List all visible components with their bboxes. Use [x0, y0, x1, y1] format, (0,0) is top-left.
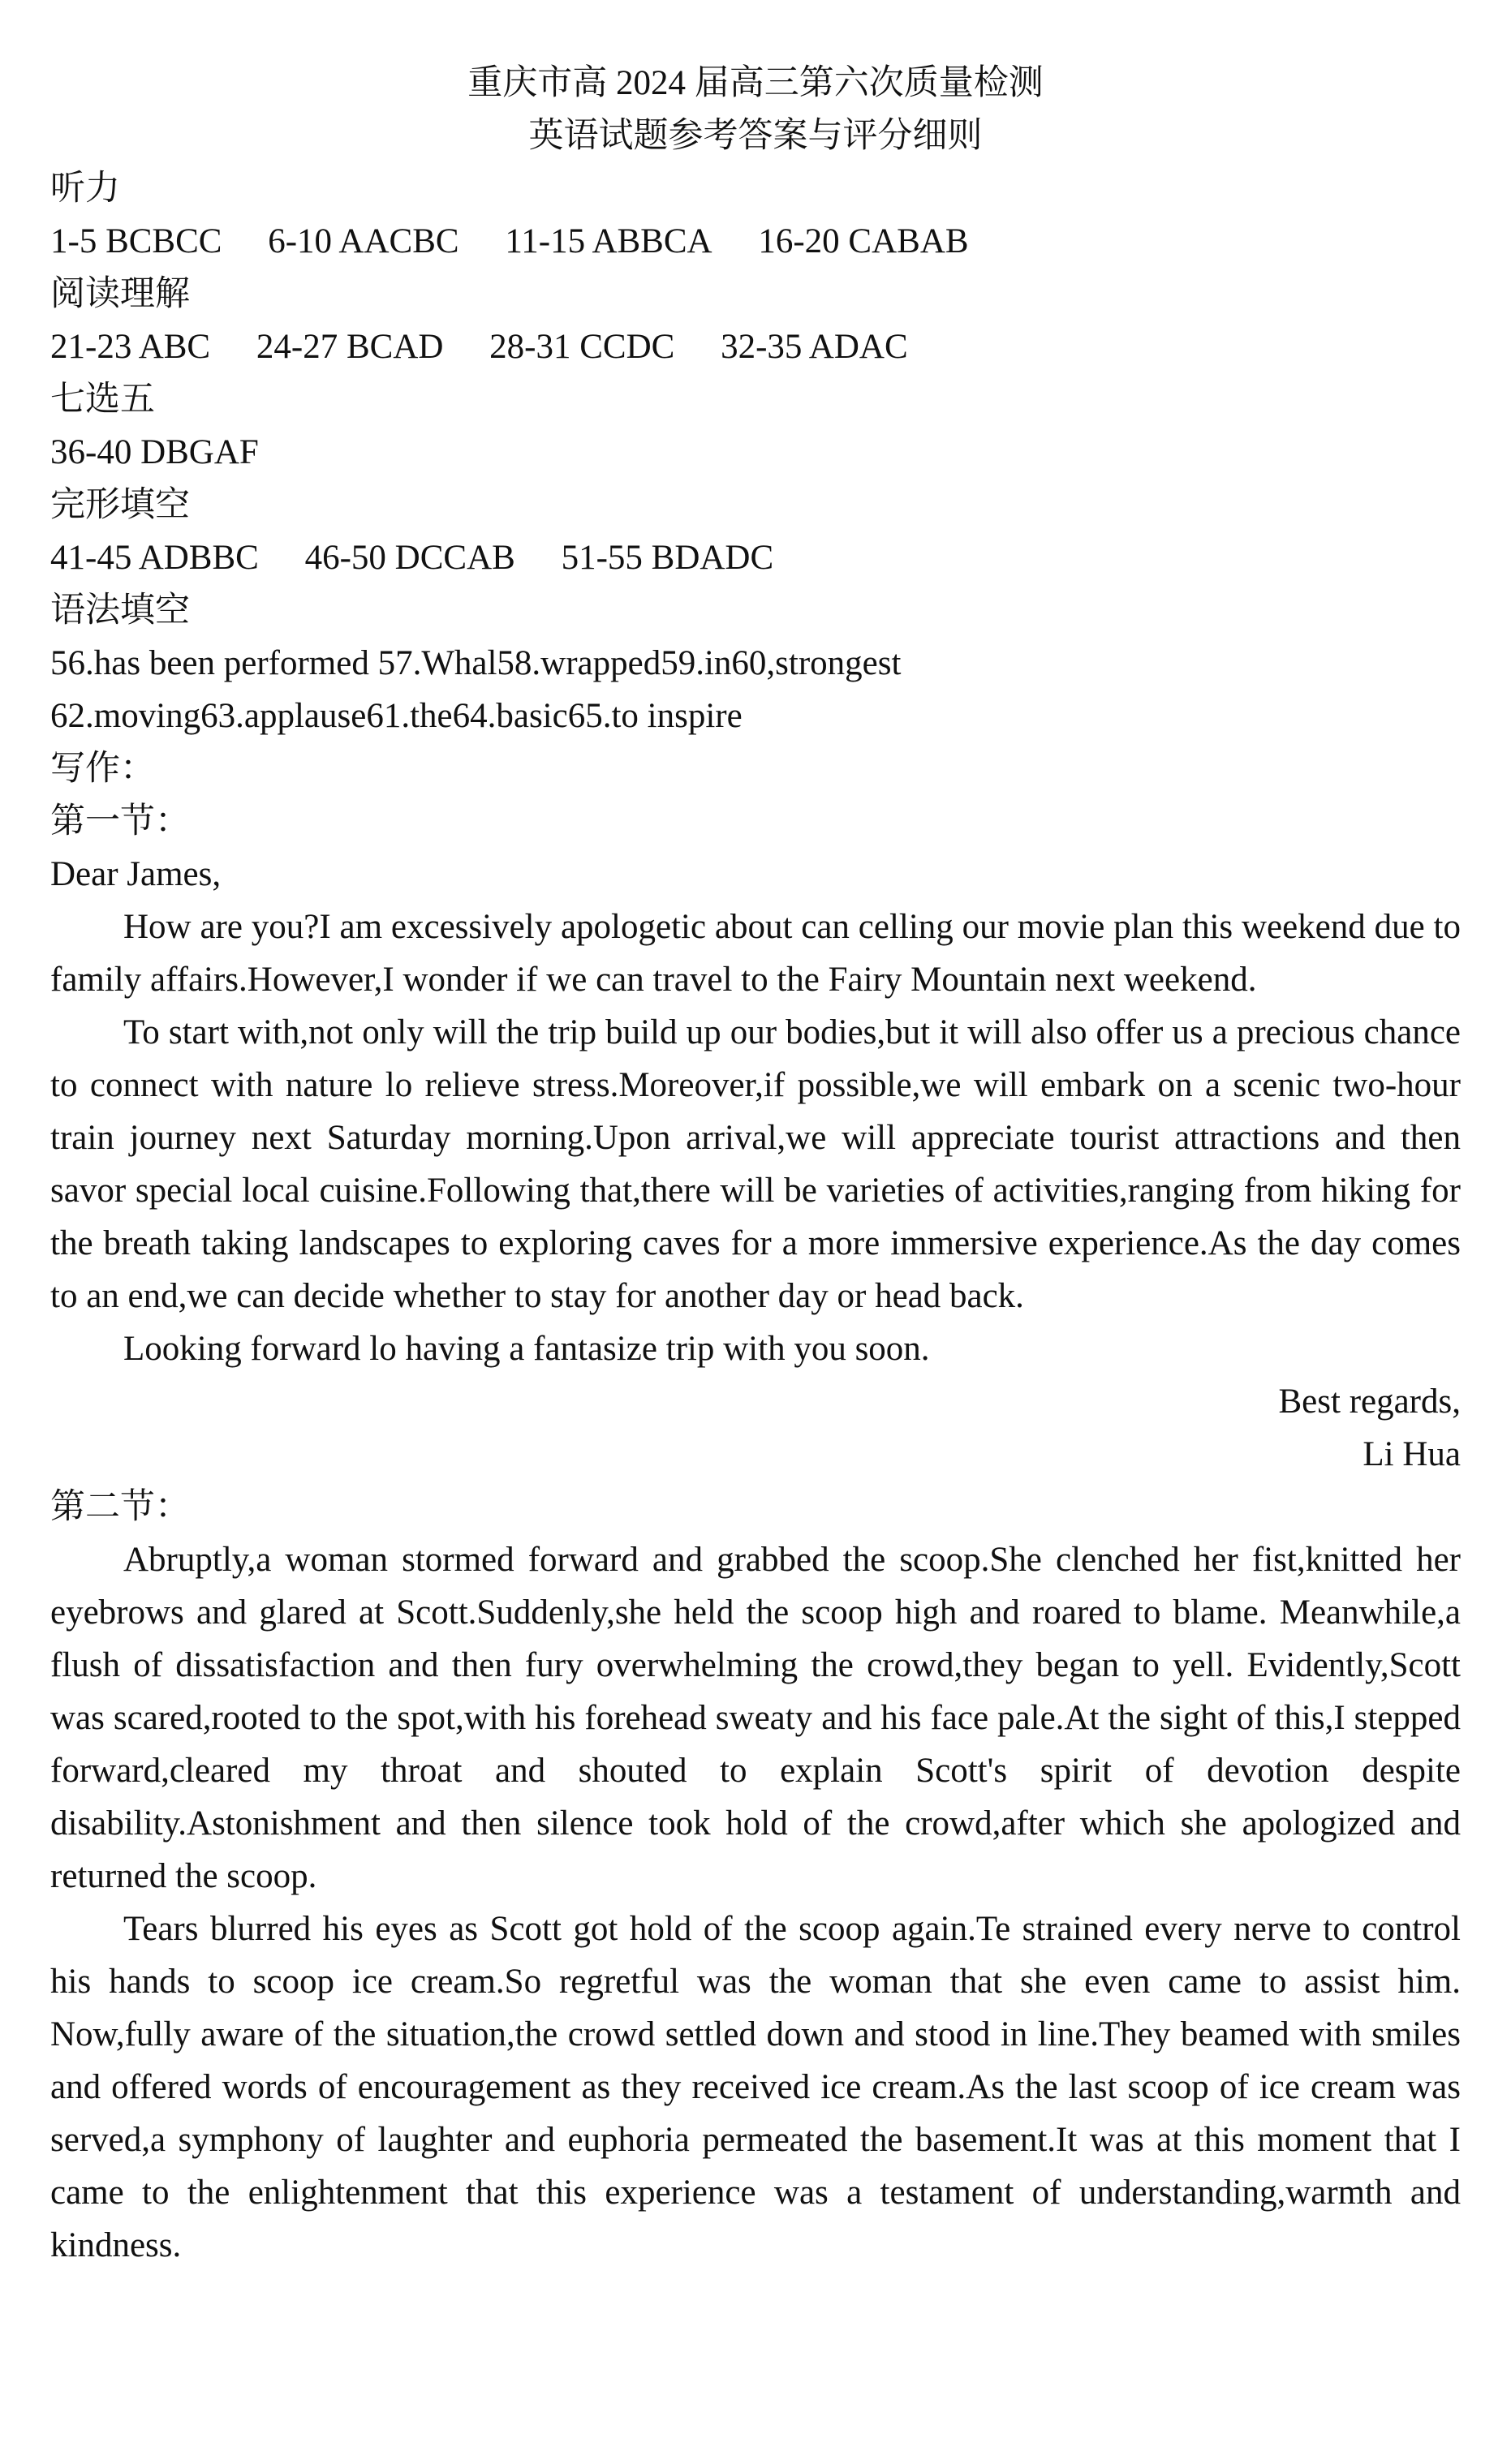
listening-heading: 听力	[50, 170, 120, 208]
answer-group: 51-55 BDADC	[561, 539, 774, 577]
document-subtitle: 英语试题参考答案与评分细则	[528, 117, 983, 155]
letter-paragraph: How are you?I am excessively apologetic about can celling our movie plan this weekend due to family affairs.However,I wonder if we can travel to the Fairy Mountain next weekend.	[50, 908, 1461, 999]
answer-group: 28-31 CCDC	[489, 328, 675, 366]
answer-group: 16-20 CABAB	[758, 222, 969, 260]
answer-group: 11-15 ABBCA	[505, 222, 712, 260]
answer-group: 41-45 ADBBC	[50, 539, 259, 577]
grammar-heading: 语法填空	[50, 591, 190, 630]
seven-five-answers	[50, 426, 1461, 479]
letter-signature: Li Hua	[1362, 1435, 1461, 1473]
answer-group: 6-10 AACBC	[268, 222, 459, 260]
letter-closing: Best regards,	[1278, 1383, 1461, 1421]
reading-answers	[50, 320, 1461, 373]
letter-paragraph: Looking forward lo having a fantasize trip with you soon.	[123, 1330, 930, 1368]
listening-answers	[50, 215, 1461, 268]
answer-group: 1-5 BCBCC	[50, 222, 222, 260]
answer-group: 46-50 DCCAB	[304, 539, 515, 577]
cloze-answers	[50, 531, 1461, 584]
answer-group: 24-27 BCAD	[256, 328, 444, 366]
section-one-heading: 第一节：	[50, 802, 190, 841]
document-title: 重庆市高 2024 届高三第六次质量检测	[467, 64, 1044, 102]
reading-heading: 阅读理解	[50, 275, 190, 313]
section-two-heading: 第二节：	[50, 1488, 190, 1526]
seven-five-heading: 七选五	[50, 381, 155, 419]
writing-heading: 写作：	[50, 750, 155, 788]
letter-paragraph: To start with,not only will the trip build up our bodies,but it will also offer us a precious chance to connect with nature lo relieve stress.Moreover,if possible,we will embark on a scenic two-hour train journey next Saturday morning.Upon arrival,we will appreciate tourist attractions and then savor special local cuisine.Following that,there will be varieties of activities,ranging from hiking for the breath taking landscapes to exploring caves for a more immersive experience.As the day comes to an end,we can decide whether to stay for another day or head back.	[50, 1013, 1461, 1315]
grammar-answers-line-1: 56.has been performed 57.Whal58.wrapped59.in60,strongest	[50, 644, 902, 682]
answer-group: 21-23 ABC	[50, 328, 211, 366]
answer-group: 32-35 ADAC	[721, 328, 908, 366]
letter-greeting: Dear James,	[50, 855, 222, 893]
story-paragraph: Abruptly,a woman stormed forward and grabbed the scoop.She clenched her fist,knitted her eyebrows and glared at Scott.Suddenly,she held the scoop high and roared to blame. Meanwhile,a flush of dissatisfaction and then fury overwhelming the crowd,they began to yell. Evidently,Scott was scared,rooted to the spot,with his forehead sweaty and his face pale.At the sight of this,I stepped forward,cleared my throat and shouted to explain Scott's spirit of devotion despite disability.Astonishment and then silence took hold of the crowd,after which she apologized and returned the scoop.	[50, 1541, 1461, 1895]
story-paragraph: Tears blurred his eyes as Scott got hold of the scoop again.Te strained every nerve to control his hands to scoop ice cream.So regretful was the woman that she even came to assist him. Now,fully aware of the situation,the crowd settled down and stood in line.They beamed with smiles and offered words of encouragement as they received ice cream.As the last scoop of ice cream was served,a symphony of laughter and euphoria permeated the basement.It was at this moment that I came to the enlightenment that this experience was a testament of understanding,warmth and kindness.	[50, 1910, 1461, 2264]
grammar-answers-line-2: 62.moving63.applause61.the64.basic65.to inspire	[50, 697, 743, 735]
answer-group: 36-40 DBGAF	[50, 433, 259, 471]
cloze-heading: 完形填空	[50, 486, 190, 524]
